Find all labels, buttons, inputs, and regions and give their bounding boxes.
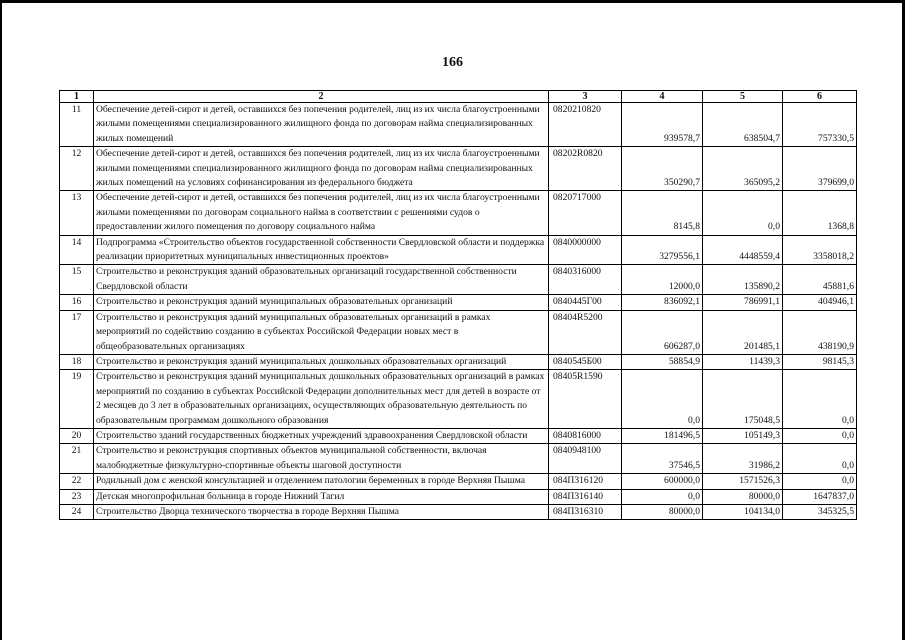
header-col-2: 2 xyxy=(94,91,549,103)
row-code: 0840948100 xyxy=(549,444,622,474)
row-value-col5: 365095,2 xyxy=(703,147,783,191)
row-number: 23 xyxy=(60,489,94,504)
row-name: Строительство зданий государственных бюджетных учреждений здравоохранения Свердловской области xyxy=(94,428,549,443)
row-code: 08405R1590 xyxy=(549,370,622,429)
row-value-col6: 1647837,0 xyxy=(783,489,857,504)
table-row xyxy=(60,428,857,443)
table-row xyxy=(60,310,857,354)
row-number: 21 xyxy=(60,444,94,474)
header-col-1: 1 xyxy=(60,91,94,103)
row-code: 0820717000 xyxy=(549,191,622,235)
row-name: Строительство и реконструкция зданий муниципальных дошкольных образовательных организаций в рамках мероприятий по созданию в субъектах Российской Федерации дополнительных мест для детей в возрасте от 2 месяцев до 3 лет в образовательных организациях, осуществляющих образовательную деятельность по образовательным программам дошкольного образования xyxy=(94,370,549,429)
budget-table xyxy=(59,90,857,520)
table-row xyxy=(60,235,857,265)
row-code: 0840445Г00 xyxy=(549,295,622,310)
row-value-col6: 0,0 xyxy=(783,428,857,443)
row-name: Обеспечение детей-сирот и детей, оставшихся без попечения родителей, лиц из их числа благоустроенными жилыми помещениями специализированного жилищного фонда по договорам найма специализированных жилых помещений xyxy=(94,103,549,147)
table-row xyxy=(60,147,857,191)
row-name: Обеспечение детей-сирот и детей, оставшихся без попечения родителей, лиц из их числа благоустроенными жилыми помещениями по договорам социального найма в соответствии с решениями судов о предоставлении жилого помещения по договору социального найма xyxy=(94,191,549,235)
row-value-col5: 80000,0 xyxy=(703,489,783,504)
header-col-6: 6 xyxy=(783,91,857,103)
row-value-col5: 11439,3 xyxy=(703,354,783,369)
row-value-col6: 404946,1 xyxy=(783,295,857,310)
page-number: 166 xyxy=(442,55,463,70)
row-code: 084П316310 xyxy=(549,504,622,519)
row-value-col4: 37546,5 xyxy=(622,444,703,474)
table-row xyxy=(60,489,857,504)
row-value-col5: 0,0 xyxy=(703,191,783,235)
row-value-col4: 939578,7 xyxy=(622,103,703,147)
scan-border-top xyxy=(0,0,905,3)
row-value-col5: 31986,2 xyxy=(703,444,783,474)
row-value-col5: 201485,1 xyxy=(703,310,783,354)
table-row xyxy=(60,444,857,474)
table-row xyxy=(60,474,857,489)
row-code: 0840545Б00 xyxy=(549,354,622,369)
row-name: Строительство и реконструкция зданий муниципальных образовательных организаций в рамках мероприятий по содействию созданию в субъектах Российской Федерации новых мест в общеобразовательных организациях xyxy=(94,310,549,354)
row-value-col5: 4448559,4 xyxy=(703,235,783,265)
row-code: 0840000000 xyxy=(549,235,622,265)
row-value-col4: 0,0 xyxy=(622,370,703,429)
row-name: Строительство и реконструкция зданий образовательных организаций государственной собственности Свердловской области xyxy=(94,265,549,295)
row-number: 17 xyxy=(60,310,94,354)
row-name: Родильный дом с женской консультацией и отделением патологии беременных в городе Верхняя Пышма xyxy=(94,474,549,489)
row-number: 22 xyxy=(60,474,94,489)
table-row xyxy=(60,103,857,147)
row-number: 20 xyxy=(60,428,94,443)
row-name: Обеспечение детей-сирот и детей, оставшихся без попечения родителей, лиц из их числа благоустроенными жилыми помещениями специализированного жилищного фонда по договорам найма специализированных жилых помещений на условиях софинансирования из федерального бюджета xyxy=(94,147,549,191)
table-row xyxy=(60,295,857,310)
row-name: Строительство Дворца технического творчества в городе Верхняя Пышма xyxy=(94,504,549,519)
row-code: 084П316140 xyxy=(549,489,622,504)
row-value-col4: 600000,0 xyxy=(622,474,703,489)
row-value-col4: 12000,0 xyxy=(622,265,703,295)
row-number: 12 xyxy=(60,147,94,191)
row-number: 15 xyxy=(60,265,94,295)
table-row xyxy=(60,504,857,519)
row-value-col4: 350290,7 xyxy=(622,147,703,191)
row-code: 0840316000 xyxy=(549,265,622,295)
row-value-col5: 135890,2 xyxy=(703,265,783,295)
row-number: 14 xyxy=(60,235,94,265)
row-value-col4: 80000,0 xyxy=(622,504,703,519)
row-value-col4: 58854,9 xyxy=(622,354,703,369)
row-value-col6: 438190,9 xyxy=(783,310,857,354)
row-value-col5: 104134,0 xyxy=(703,504,783,519)
row-value-col5: 175048,5 xyxy=(703,370,783,429)
header-col-5: 5 xyxy=(703,91,783,103)
row-value-col6: 379699,0 xyxy=(783,147,857,191)
row-value-col6: 0,0 xyxy=(783,370,857,429)
row-number: 13 xyxy=(60,191,94,235)
row-code: 0820210820 xyxy=(549,103,622,147)
row-value-col4: 8145,8 xyxy=(622,191,703,235)
row-value-col6: 1368,8 xyxy=(783,191,857,235)
row-value-col4: 836092,1 xyxy=(622,295,703,310)
row-value-col4: 3279556,1 xyxy=(622,235,703,265)
header-row xyxy=(60,91,857,103)
row-number: 11 xyxy=(60,103,94,147)
row-number: 16 xyxy=(60,295,94,310)
row-name: Подпрограмма «Строительство объектов государственной собственности Свердловской области и поддержка реализации приоритетных муниципальных инвестиционных проектов» xyxy=(94,235,549,265)
row-value-col6: 345325,5 xyxy=(783,504,857,519)
row-value-col6: 3358018,2 xyxy=(783,235,857,265)
row-code: 08404R5200 xyxy=(549,310,622,354)
row-name: Строительство и реконструкция зданий муниципальных образовательных организаций xyxy=(94,295,549,310)
row-name: Строительство и реконструкция зданий муниципальных дошкольных образовательных организаций xyxy=(94,354,549,369)
scan-border-left xyxy=(0,0,2,640)
row-value-col5: 786991,1 xyxy=(703,295,783,310)
row-value-col6: 0,0 xyxy=(783,474,857,489)
row-value-col4: 0,0 xyxy=(622,489,703,504)
row-value-col6: 45881,6 xyxy=(783,265,857,295)
row-value-col4: 606287,0 xyxy=(622,310,703,354)
row-value-col5: 638504,7 xyxy=(703,103,783,147)
row-value-col6: 0,0 xyxy=(783,444,857,474)
table-row xyxy=(60,370,857,429)
header-col-4: 4 xyxy=(622,91,703,103)
row-number: 18 xyxy=(60,354,94,369)
row-code: 08202R0820 xyxy=(549,147,622,191)
row-value-col4: 181496,5 xyxy=(622,428,703,443)
table-row xyxy=(60,191,857,235)
row-number: 24 xyxy=(60,504,94,519)
row-number: 19 xyxy=(60,370,94,429)
table-row xyxy=(60,265,857,295)
header-col-3: 3 xyxy=(549,91,622,103)
row-code: 084П316120 xyxy=(549,474,622,489)
row-name: Детская многопрофильная больница в городе Нижний Тагил xyxy=(94,489,549,504)
row-value-col6: 757330,5 xyxy=(783,103,857,147)
table-row xyxy=(60,354,857,369)
row-name: Строительство и реконструкция спортивных объектов муниципальной собственности, включая малобюджетные физкультурно-спортивные объекты шаговой доступности xyxy=(94,444,549,474)
row-value-col6: 98145,3 xyxy=(783,354,857,369)
row-code: 0840816000 xyxy=(549,428,622,443)
row-value-col5: 1571526,3 xyxy=(703,474,783,489)
row-value-col5: 105149,3 xyxy=(703,428,783,443)
